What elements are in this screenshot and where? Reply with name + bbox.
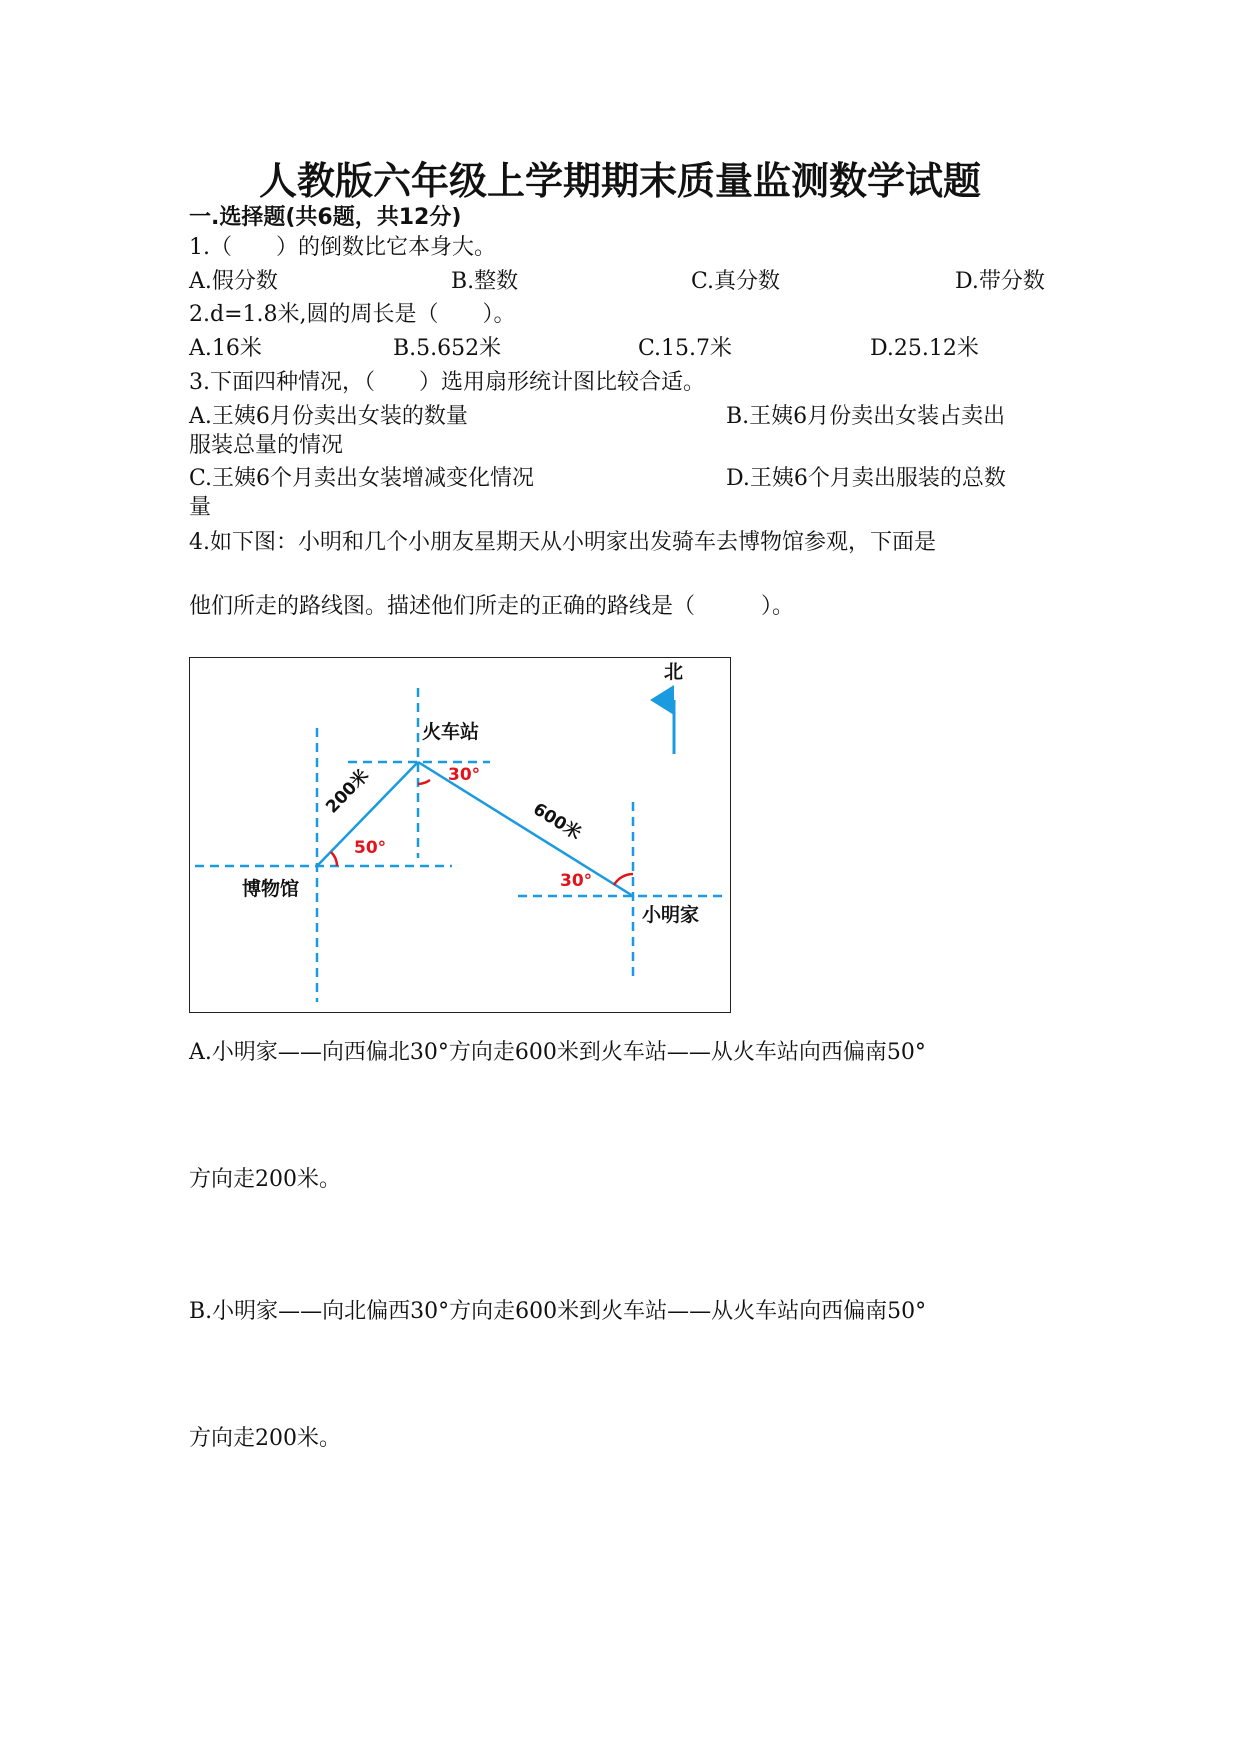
question-4-option-b[interactable]: B.小明家——向北偏西30°方向走600米到火车站——从火车站向西偏南50° — [189, 1299, 927, 1324]
question-1-option-d[interactable]: D.带分数 — [955, 269, 1045, 294]
question-2-option-b[interactable]: B.5.652米 — [393, 336, 502, 361]
question-4-option-a[interactable]: A.小明家——向西偏北30°方向走600米到火车站——从火车站向西偏南50° — [189, 1040, 926, 1065]
distance-station-museum: 200米 — [322, 765, 374, 818]
question-3-option-c[interactable]: C.王姨6个月卖出女装增减变化情况 — [189, 466, 535, 491]
question-4-stem-line2: 他们所走的路线图。描述他们所走的正确的路线是（ ）。 — [189, 594, 795, 619]
question-2-stem: 2.d=1.8米,圆的周长是（ ）。 — [189, 302, 516, 327]
question-3-option-d[interactable]: D.王姨6个月卖出服装的总数 — [726, 466, 1006, 491]
museum-label: 博物馆 — [242, 878, 300, 900]
angle-arc-museum — [331, 852, 337, 866]
question-3-option-b[interactable]: B.王姨6月份卖出女装占卖出 — [726, 404, 1006, 429]
question-3-option-a[interactable]: A.王姨6月份卖出女装的数量 — [189, 404, 468, 429]
question-3-stem: 3.下面四种情况，（ ）选用扇形统计图比较合适。 — [189, 370, 705, 395]
question-4-stem-line1: 4.如下图：小明和几个小朋友星期天从小明家出发骑车去博物馆参观，下面是 — [189, 530, 936, 555]
question-4-option-b-continued: 方向走200米。 — [189, 1426, 341, 1451]
distance-home-station: 600米 — [529, 799, 585, 845]
question-1-option-b[interactable]: B.整数 — [451, 269, 519, 294]
angle-arc-home — [614, 874, 633, 885]
angle-arc-station — [418, 780, 430, 784]
question-2-option-a[interactable]: A.16米 — [189, 336, 262, 361]
station-label: 火车站 — [422, 721, 480, 743]
north-label: 北 — [664, 661, 684, 683]
angle-label-museum: 50° — [354, 838, 387, 858]
question-1-option-c[interactable]: C.真分数 — [691, 269, 781, 294]
question-4-option-a-continued: 方向走200米。 — [189, 1167, 341, 1192]
question-3-option-b-continued: 服装总量的情况 — [189, 433, 344, 458]
question-1-stem: 1.（ ）的倒数比它本身大。 — [189, 235, 496, 260]
angle-label-station: 30° — [448, 765, 481, 785]
angle-label-home: 30° — [560, 871, 593, 891]
question-2-option-d[interactable]: D.25.12米 — [870, 336, 979, 361]
question-2-option-c[interactable]: C.15.7米 — [638, 336, 733, 361]
route-map-figure — [189, 657, 731, 1013]
section-heading: 一.选择题(共6题，共12分) — [189, 205, 462, 230]
home-label: 小明家 — [642, 904, 700, 926]
question-1-option-a[interactable]: A.假分数 — [189, 269, 278, 294]
page-title: 人教版六年级上学期期末质量监测数学试题 — [258, 159, 981, 203]
route-map-svg — [190, 658, 730, 1012]
question-3-option-d-continued: 量 — [189, 495, 212, 520]
